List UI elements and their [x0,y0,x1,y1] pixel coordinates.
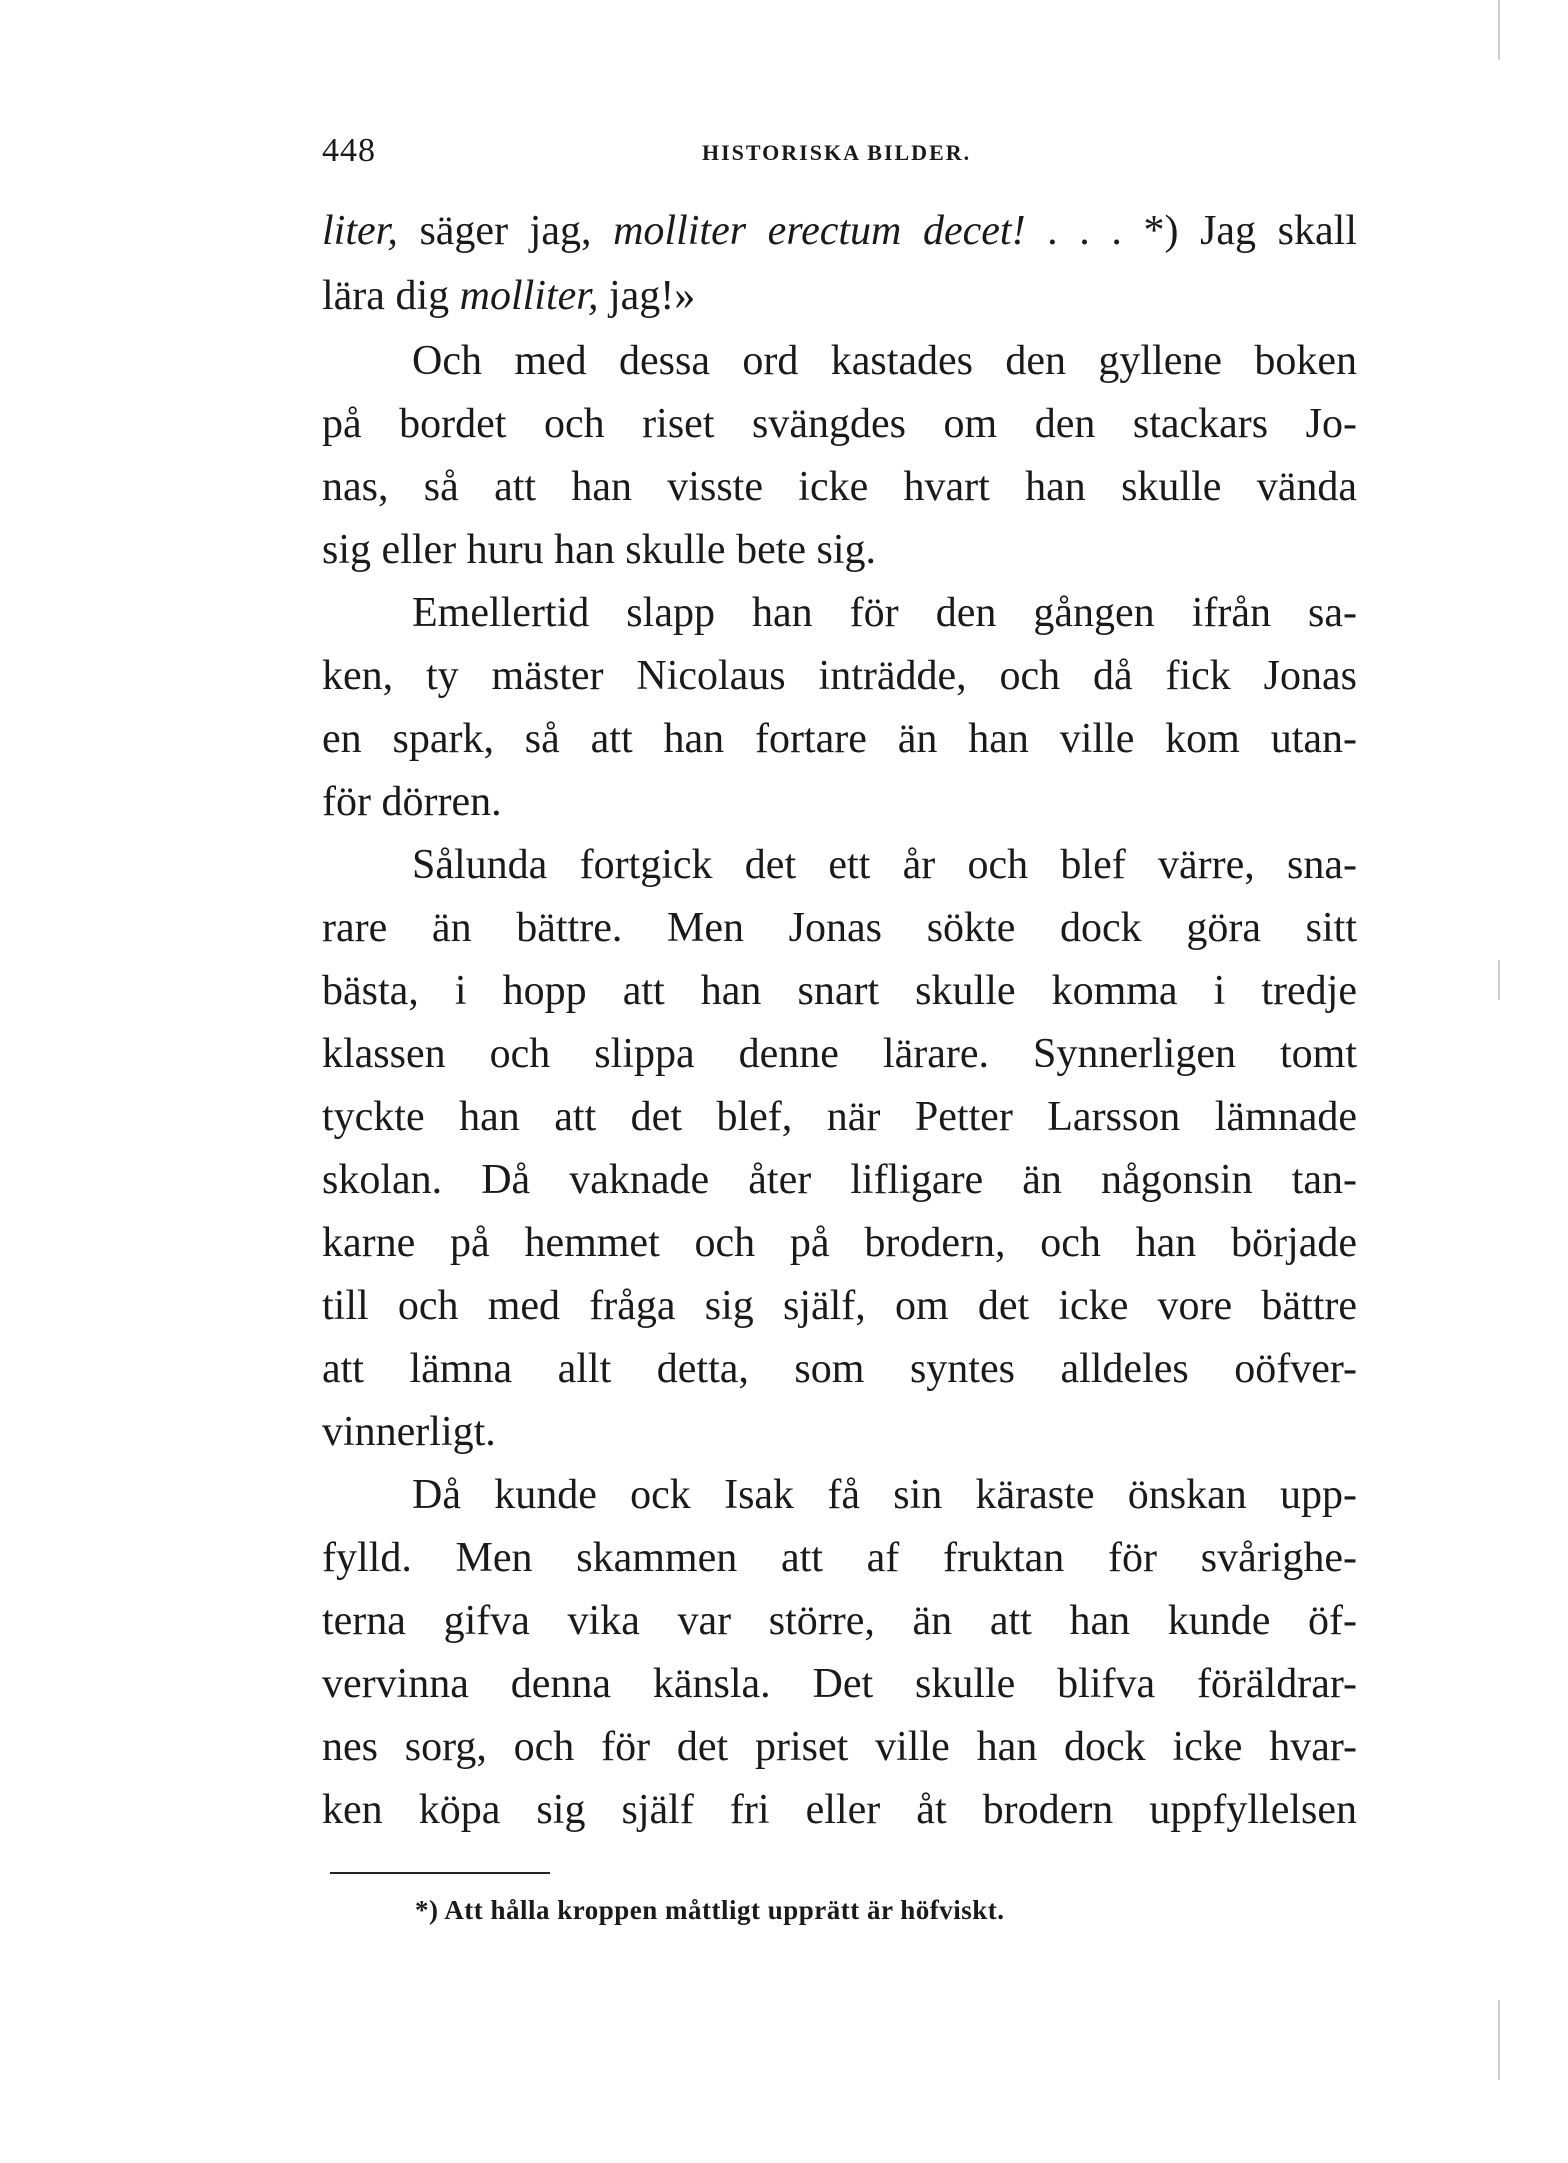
text-line: vinnerligt. [322,1409,496,1455]
text-line: ken, ty mäster Nicolaus inträdde, och då fick Jonas [322,653,1357,699]
text-line: att lämna allt detta, som syntes alldeles oöfver- [322,1346,1357,1392]
text-line: nas, så att han visste icke hvart han skulle vända [322,464,1357,510]
text-line: tyckte han att det blef, när Petter Larsson lämnade [322,1094,1357,1140]
text-line: Då kunde ock Isak få sin käraste önskan upp- [412,1472,1357,1518]
text-italic: molliter erectum decet! [613,208,1026,254]
text-line [322,265,1357,327]
text-line: sig eller huru han skulle bete sig. [322,527,877,573]
running-head-title: HISTORISKA BILDER. [702,140,972,165]
text-line: klassen och slippa denne lärare. Synnerligen tomt [322,1031,1357,1077]
text-span: säger jag, [397,208,614,254]
text-line: nes sorg, och för det priset ville han dock icke hvar- [322,1724,1357,1770]
page-edge-mark [1498,960,1500,1000]
text-line: fylld. Men skammen att af fruktan för svårighe- [322,1535,1357,1581]
text-line: terna gifva vika var större, än att han kunde öf- [322,1598,1357,1644]
text-line: Emellertid slapp han för den gången ifrån sa- [412,590,1357,636]
text-line: på bordet och riset svängdes om den stackars Jo- [322,401,1357,447]
text-line: Sålunda fortgick det ett år och blef värre, sna- [412,842,1357,888]
text-line: rare än bättre. Men Jonas sökte dock göra sitt [322,905,1357,951]
text-line: en spark, så att han fortare än han ville kom utan- [322,716,1357,762]
text-italic: liter, [322,208,398,254]
text-line: vervinna denna känsla. Det skulle blifva föräldrar- [322,1661,1357,1707]
text-span: . . . *) Jag skall [1025,208,1357,254]
text-span: jag!» [598,273,696,319]
text-span: lära dig [322,273,460,319]
text-line: Och med dessa ord kastades den gyllene boken [412,338,1357,384]
page-number: 448 [322,132,376,169]
text-italic: molliter, [459,273,599,319]
text-line: karne på hemmet och på brodern, och han började [322,1220,1357,1266]
page-edge-mark [1498,0,1500,60]
footnote: *) Att hålla kroppen måttligt upprätt är höfviskt. [415,1895,1005,1925]
text-line: bästa, i hopp att han snart skulle komma i tredje [322,968,1357,1014]
page-edge-mark [1498,2000,1500,2080]
text-line: för dörren. [322,779,502,825]
footnote-rule [330,1872,550,1874]
text-line [322,200,1357,262]
text-line: ken köpa sig själf fri eller åt brodern uppfyllelsen [322,1787,1357,1833]
running-head [322,132,1342,182]
text-line: till och med fråga sig själf, om det icke vore bättre [322,1283,1357,1329]
text-line: skolan. Då vaknade åter lifligare än någonsin tan- [322,1157,1357,1203]
